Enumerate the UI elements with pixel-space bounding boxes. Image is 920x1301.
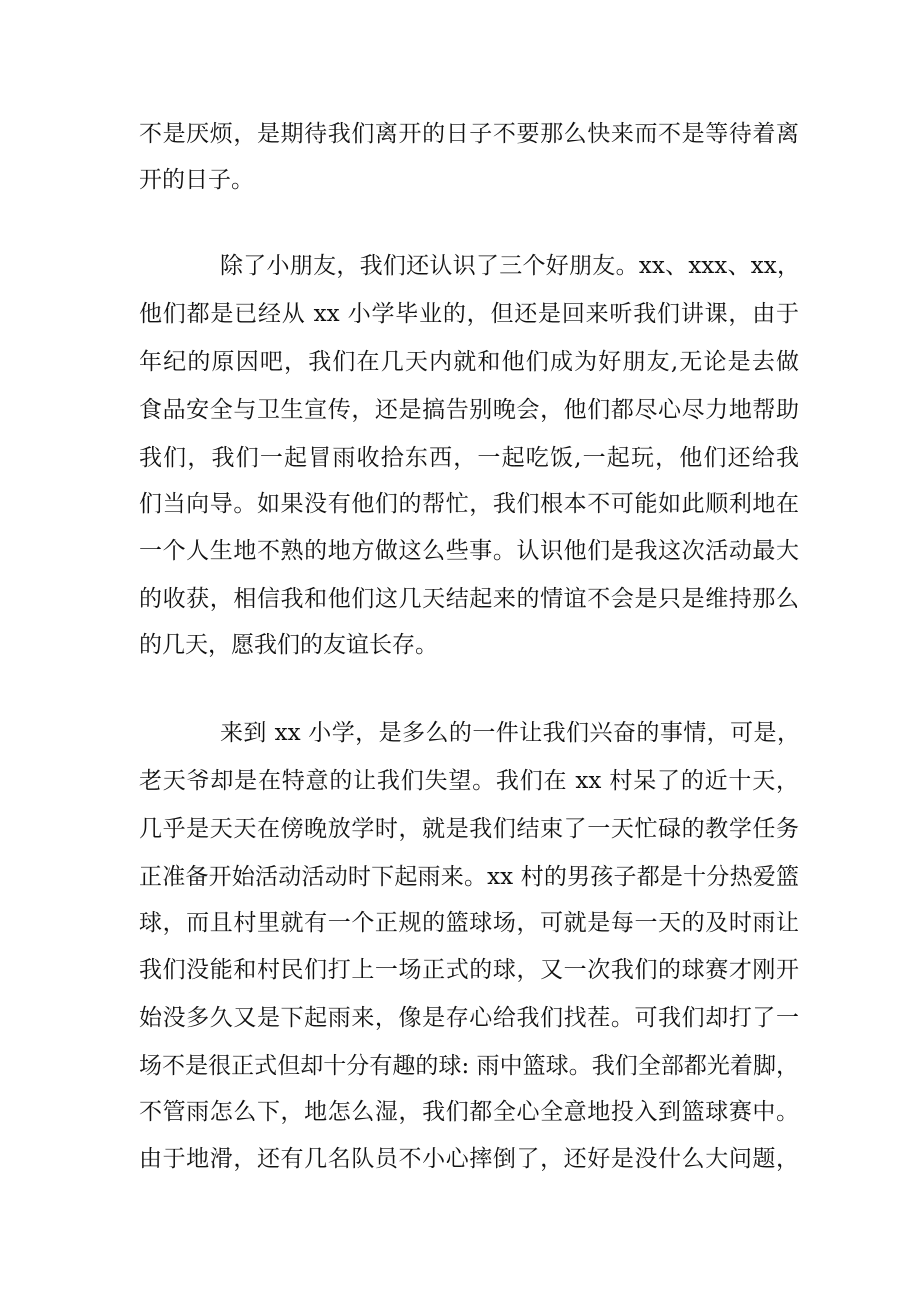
- text-line: 的收获，相信我和他们这几天结起来的情谊不会是只是维持那么: [139, 586, 799, 612]
- text-line: 不是厌烦，是期待我们离开的日子不要那么快来而不是等待着离: [139, 121, 799, 147]
- text-line: 不管雨怎么下，地怎么湿，我们都全心全意地投入到篮球赛中。: [139, 1099, 799, 1125]
- text-line: 我们，我们一起冒雨收拾东西，一起吃饭,一起玩，他们还给我: [139, 445, 799, 471]
- text-line: 开的日子。: [139, 167, 254, 193]
- text-line: 正准备开始活动活动时下起雨来。xx 村的男孩子都是十分热爱篮: [139, 864, 799, 890]
- text-line: 除了小朋友，我们还认识了三个好朋友。xx、xxx、xx，: [220, 253, 800, 279]
- text-line: 来到 xx 小学，是多么的一件让我们兴奋的事情，可是，: [220, 720, 800, 746]
- text-line: 球，而且村里就有一个正规的篮球场，可就是每一天的及时雨让: [139, 910, 799, 936]
- text-line: 我们没能和村民们打上一场正式的球，又一次我们的球赛才刚开: [139, 957, 799, 983]
- text-line: 食品安全与卫生宣传，还是搞告别晚会，他们都尽心尽力地帮助: [139, 397, 799, 423]
- text-line: 一个人生地不熟的地方做这么些事。认识他们是我这次活动最大: [139, 538, 799, 564]
- text-line: 他们都是已经从 xx 小学毕业的，但还是回来听我们讲课，由于: [139, 301, 799, 327]
- text-line: 场不是很正式但却十分有趣的球: 雨中篮球。我们全部都光着脚，: [139, 1053, 799, 1079]
- text-line: 由于地滑，还有几名队员不小心摔倒了，还好是没什么大问题，: [139, 1146, 799, 1172]
- text-line: 们当向导。如果没有他们的帮忙，我们根本不可能如此顺利地在: [139, 491, 799, 517]
- text-line: 几乎是天天在傍晚放学时，就是我们结束了一天忙碌的教学任务: [139, 816, 799, 842]
- text-line: 老天爷却是在特意的让我们失望。我们在 xx 村呆了的近十天，: [139, 768, 799, 794]
- text-line: 年纪的原因吧，我们在几天内就和他们成为好朋友,无论是去做: [139, 349, 799, 375]
- text-line: 始没多久又是下起雨来，像是存心给我们找茬。可我们却打了一: [139, 1005, 799, 1031]
- text-line: 的几天，愿我们的友谊长存。: [139, 632, 438, 658]
